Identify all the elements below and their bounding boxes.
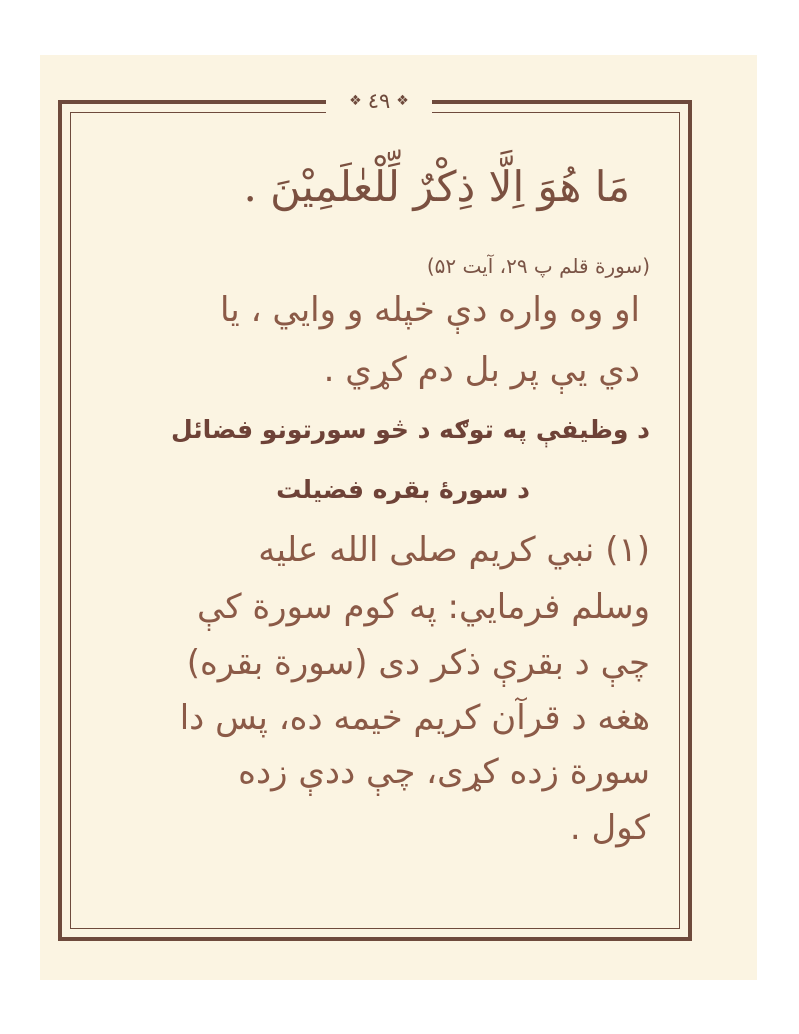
paragraph1-line-2: دي يې پر بل دم کړي . xyxy=(323,350,640,390)
paragraph2-line-2: وسلم فرمايي: په کوم سورة کې xyxy=(197,587,650,627)
section-subheading: د سورۀ بقره فضيلت xyxy=(276,475,530,504)
paragraph1-line-1: او وه واره دې خپله و وایي ، یا xyxy=(219,290,640,330)
ornament-right-icon: ❖ xyxy=(396,93,409,109)
paragraph2-line-1: (۱) نبي كريم صلى الله عليه xyxy=(258,530,650,570)
paragraph2-line-6: کول . xyxy=(569,808,650,848)
paragraph2-line-3: چې د بقرې ذکر دی (سورة بقره) xyxy=(186,643,650,683)
quran-verse: مَا هُوَ اِلَّا ذِكْرٌ لِّلْعٰلَمِيْنَ . xyxy=(243,162,630,211)
page-content xyxy=(110,0,650,1034)
section-heading: د وظيفې په توګه د څو سورتونو فضائل xyxy=(170,415,650,444)
ornament-left-icon: ❖ xyxy=(349,93,362,109)
paragraph2-line-5: سورة زده کړی، چې ددې زده xyxy=(238,752,650,792)
verse-reference: (سورة قلم پ ۲۹، آیت ۵۲) xyxy=(426,254,650,278)
paragraph2-line-4: هغه د قرآن کريم خيمه ده، پس دا xyxy=(179,698,650,738)
page-number: ٤٩ xyxy=(367,89,391,113)
